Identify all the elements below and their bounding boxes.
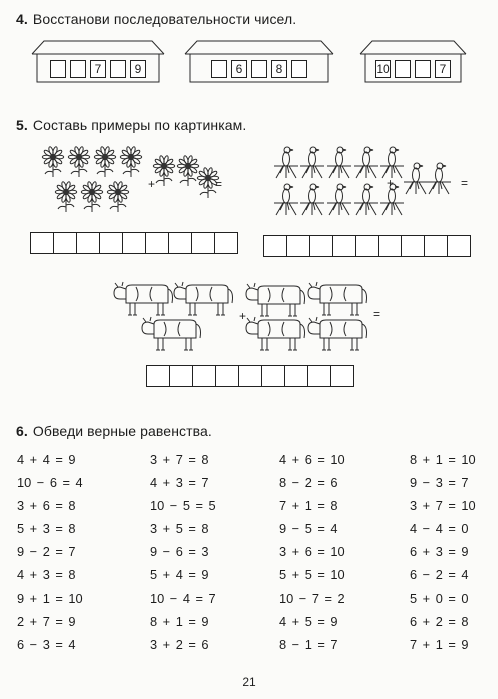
cows-picture xyxy=(112,278,392,358)
flower-icon xyxy=(177,155,198,186)
number-cell[interactable] xyxy=(415,60,431,78)
flower-icon xyxy=(42,146,63,177)
bird-icon xyxy=(404,163,428,194)
equation[interactable]: 6 − 3 = 4 xyxy=(17,636,76,652)
equals-sign: = xyxy=(373,307,381,321)
answer-cell[interactable] xyxy=(216,366,239,386)
number-cell[interactable] xyxy=(291,60,307,78)
equation[interactable]: 10 − 6 = 4 xyxy=(17,475,83,491)
plus-sign: + xyxy=(387,176,395,190)
equation[interactable]: 10 − 5 = 5 xyxy=(150,498,216,514)
birds-picture xyxy=(268,143,483,228)
equations-column-3 xyxy=(279,452,345,660)
flower-icon xyxy=(55,181,76,212)
bird-icon xyxy=(427,163,451,194)
plus-sign: + xyxy=(148,177,156,191)
equation[interactable]: 3 + 5 = 8 xyxy=(150,521,209,537)
equations-column-1 xyxy=(17,452,83,660)
flower-icon xyxy=(68,146,89,177)
equation[interactable]: 5 + 5 = 10 xyxy=(279,567,345,583)
bird-icon xyxy=(380,147,404,178)
answer-cell[interactable] xyxy=(379,236,402,256)
number-cell[interactable]: 9 xyxy=(130,60,146,78)
answer-cell[interactable] xyxy=(285,366,308,386)
answer-cell[interactable] xyxy=(333,236,356,256)
equation[interactable]: 6 + 2 = 8 xyxy=(410,613,469,629)
cow-icon xyxy=(246,283,305,316)
equation[interactable]: 6 − 2 = 4 xyxy=(410,567,469,583)
bird-icon xyxy=(327,147,351,178)
answer-cell[interactable] xyxy=(310,236,333,256)
equation[interactable]: 4 − 4 = 0 xyxy=(410,521,469,537)
equation[interactable]: 8 + 1 = 9 xyxy=(150,613,209,629)
cow-icon xyxy=(142,317,201,350)
number-cell[interactable]: 7 xyxy=(90,60,106,78)
answer-cell[interactable] xyxy=(123,233,146,253)
house-cells xyxy=(30,56,166,82)
bird-icon xyxy=(300,184,324,215)
number-cell[interactable]: 8 xyxy=(271,60,287,78)
answer-cell[interactable] xyxy=(54,233,77,253)
equation[interactable]: 9 − 2 = 7 xyxy=(17,544,76,560)
equation[interactable]: 10 − 7 = 2 xyxy=(279,590,345,606)
flower-icon xyxy=(120,146,141,177)
equation[interactable]: 6 + 3 = 9 xyxy=(410,544,469,560)
number-house-1 xyxy=(30,40,166,84)
flower-icon xyxy=(81,181,102,212)
answer-cell[interactable] xyxy=(146,233,169,253)
answer-cell[interactable] xyxy=(402,236,425,256)
equation[interactable]: 9 − 5 = 4 xyxy=(279,521,338,537)
equations-column-4 xyxy=(410,452,476,660)
number-cell[interactable] xyxy=(211,60,227,78)
equations-column-2 xyxy=(150,452,216,660)
bird-icon xyxy=(354,147,378,178)
bird-icon xyxy=(327,184,351,215)
number-cell[interactable] xyxy=(110,60,126,78)
number-house-2 xyxy=(183,40,335,84)
answer-cell[interactable] xyxy=(308,366,331,386)
flower-icon xyxy=(107,181,128,212)
plus-sign: + xyxy=(239,309,247,323)
cow-icon xyxy=(308,282,367,315)
equation[interactable]: 5 + 3 = 8 xyxy=(17,521,76,537)
equation[interactable]: 9 − 6 = 3 xyxy=(150,544,209,560)
cow-icon xyxy=(246,317,305,350)
equation[interactable]: 8 + 1 = 10 xyxy=(410,452,476,467)
answer-cell[interactable] xyxy=(31,233,54,253)
task-4-title xyxy=(16,11,296,27)
number-house-3 xyxy=(358,40,468,84)
task-6-number: 6. xyxy=(16,423,28,439)
task-6-text: Обведи верные равенства. xyxy=(32,423,212,439)
answer-strip-cows xyxy=(146,365,354,387)
equation[interactable]: 3 + 7 = 8 xyxy=(150,452,209,467)
bird-icon xyxy=(274,184,298,215)
equation[interactable]: 9 + 1 = 10 xyxy=(17,590,83,606)
equals-sign: = xyxy=(461,176,469,190)
equation[interactable]: 5 + 0 = 0 xyxy=(410,590,469,606)
answer-cell[interactable] xyxy=(192,233,215,253)
task-4-number: 4. xyxy=(16,11,28,27)
number-cell[interactable] xyxy=(395,60,411,78)
answer-cell[interactable] xyxy=(287,236,310,256)
answer-cell[interactable] xyxy=(215,233,237,253)
answer-cell[interactable] xyxy=(239,366,262,386)
equation[interactable]: 2 + 7 = 9 xyxy=(17,613,76,629)
equation[interactable]: 4 + 3 = 7 xyxy=(150,475,209,491)
task-5-text: Составь примеры по картинкам. xyxy=(32,117,247,133)
equation[interactable]: 8 − 1 = 7 xyxy=(279,636,338,652)
house-cells xyxy=(183,56,335,82)
answer-strip-flowers xyxy=(30,232,238,254)
equation[interactable]: 3 + 6 = 10 xyxy=(279,544,345,560)
equation[interactable]: 4 + 6 = 10 xyxy=(279,452,345,467)
equation[interactable]: 3 + 6 = 8 xyxy=(17,498,76,514)
equation[interactable]: 9 − 3 = 7 xyxy=(410,475,469,491)
bird-icon xyxy=(300,147,324,178)
bird-icon xyxy=(354,184,378,215)
answer-cell[interactable] xyxy=(100,233,123,253)
number-cell[interactable] xyxy=(70,60,86,78)
equation[interactable]: 10 − 4 = 7 xyxy=(150,590,216,606)
equation[interactable]: 4 + 5 = 9 xyxy=(279,613,338,629)
number-cell[interactable]: 6 xyxy=(231,60,247,78)
equation[interactable]: 7 + 1 = 8 xyxy=(279,498,338,514)
answer-cell[interactable] xyxy=(147,366,170,386)
equation[interactable]: 7 + 1 = 9 xyxy=(410,636,469,652)
equals-sign: = xyxy=(215,177,223,191)
task-5-title xyxy=(16,117,246,133)
answer-cell[interactable] xyxy=(262,366,285,386)
answer-cell[interactable] xyxy=(448,236,470,256)
answer-strip-birds xyxy=(263,235,471,257)
equation[interactable]: 3 + 7 = 10 xyxy=(410,498,476,514)
cow-icon xyxy=(174,282,233,315)
flower-icon xyxy=(153,155,174,186)
cow-icon xyxy=(114,282,173,315)
equation[interactable]: 4 + 4 = 9 xyxy=(17,452,76,467)
task-5-number: 5. xyxy=(16,117,28,133)
answer-cell[interactable] xyxy=(169,233,192,253)
equation[interactable]: 5 + 4 = 9 xyxy=(150,567,209,583)
page-number: 21 xyxy=(242,675,256,689)
number-cell[interactable]: 10 xyxy=(376,62,390,76)
task-4-text: Восстанови последовательности чисел. xyxy=(32,11,297,27)
number-cell[interactable] xyxy=(50,60,66,78)
equation[interactable]: 4 + 3 = 8 xyxy=(17,567,76,583)
number-cell[interactable] xyxy=(251,60,267,78)
flower-icon xyxy=(94,146,115,177)
answer-cell[interactable] xyxy=(425,236,448,256)
answer-cell[interactable] xyxy=(264,236,287,256)
answer-cell[interactable] xyxy=(356,236,379,256)
equation[interactable]: 3 + 2 = 6 xyxy=(150,636,209,652)
answer-cell[interactable] xyxy=(77,233,100,253)
bird-icon xyxy=(274,147,298,178)
answer-cell[interactable] xyxy=(331,366,353,386)
answer-cell[interactable] xyxy=(193,366,216,386)
cow-icon xyxy=(308,317,367,350)
task-6-title xyxy=(16,423,212,439)
answer-cell[interactable] xyxy=(170,366,193,386)
equation[interactable]: 8 − 2 = 6 xyxy=(279,475,338,491)
number-cell[interactable]: 7 xyxy=(435,60,451,78)
house-cells xyxy=(358,56,468,82)
